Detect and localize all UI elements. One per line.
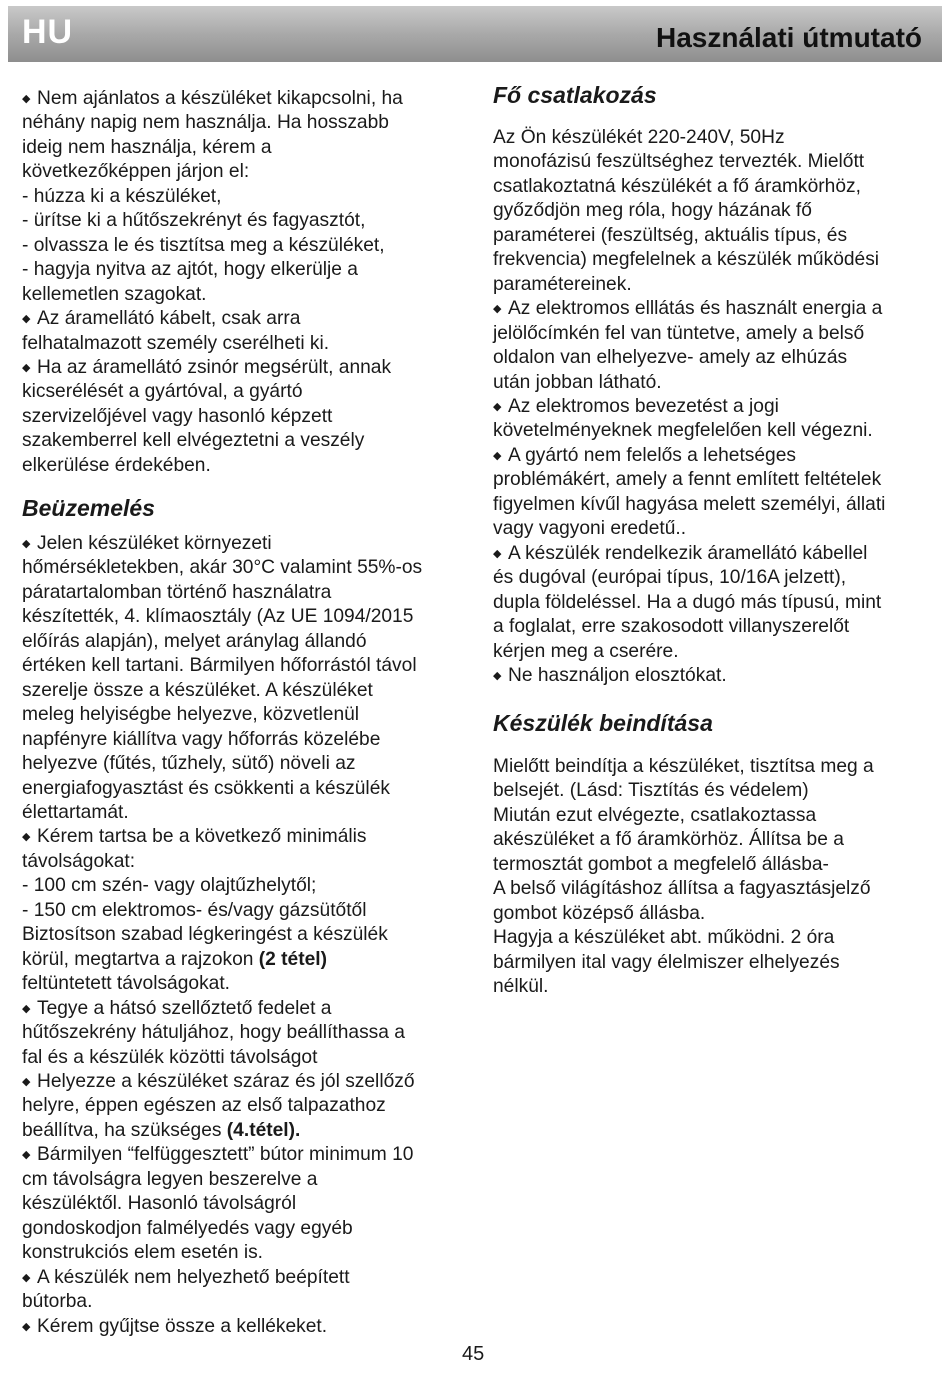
line-text: A gyártó nem felelős a lehetséges [508,444,796,466]
text-line [493,779,933,803]
line-text: vagy vagyoni eredetű.. [493,518,687,540]
page-number: 45 [462,1343,485,1365]
text-line [22,997,462,1021]
text-line [22,332,462,356]
diamond-bullet-icon: ◆ [22,1320,31,1333]
text-line [493,395,933,419]
line-text: figyelmen kívűl hagyása melett személyi, állati [493,493,886,515]
text-line [22,1192,462,1216]
diamond-bullet-icon: ◆ [493,303,502,316]
text-line [493,419,933,443]
line-text: ideig nem használja, kérem a [22,136,272,158]
text-line [22,1290,462,1314]
line-text: helyezve (fűtés, tűzhely, sütő) növeli az [22,753,356,775]
line-text: A készülék nem helyezhető beépített [37,1266,350,1288]
line-text: a foglalat, erre szakosodott villanyszerelőt [493,616,850,638]
diamond-bullet-icon: ◆ [22,1149,31,1162]
text-line [22,972,462,996]
left-column [22,87,462,478]
text-line [22,136,462,160]
section-title-keszulek-beinditasa: Készülék beindítása [493,710,713,736]
text-line [22,429,462,453]
diamond-bullet-icon: ◆ [22,831,31,844]
line-text: követelményeknek megfelelően kell végezni. [493,420,873,442]
text-line [22,801,462,825]
line-text: nélkül. [493,976,549,998]
line-text: Kérem tartsa be a következő minimális [37,826,367,848]
text-line [493,877,933,901]
line-text: paraméterei (feszültség, aktuális típus, és [493,224,848,246]
text-line [493,126,933,150]
line-text: Miután ezut elvégezte, csatlakoztassa [493,804,817,826]
line-text: körül, megtartva a rajzokon [22,948,259,970]
line-text: szakemberrel kell elvégeztetni a veszély [22,430,365,452]
text-line [22,752,462,776]
text-line [22,160,462,184]
line-text: Bármilyen “felfüggesztett” bútor minimum 10 [37,1144,414,1166]
line-text: távolságokat: [22,850,136,872]
text-line [22,703,462,727]
text-line [493,664,933,688]
diamond-bullet-icon: ◆ [493,400,502,413]
language-code: HU [22,13,74,51]
text-line [22,356,462,380]
line-text: hőmérsékletekben, akár 30°C valamint 55%-os [22,557,423,579]
diamond-bullet-icon: ◆ [22,313,31,326]
line-text: Helyezze a készüléket száraz és jól szellőző [37,1070,415,1092]
text-line [22,111,462,135]
line-text: és dugóval (európai típus, 10/16A jelzett), [493,567,847,589]
line-text: Mielőtt beindítja a készüléket, tisztítsa meg a [493,756,874,777]
text-line [493,640,933,664]
line-text: Az áramellátó kábelt, csak arra [37,308,301,330]
text-line [493,902,933,926]
keszulek-beinditasa-text [493,755,933,1000]
line-text: termosztát gombot a megfelelő állásba- [493,853,829,875]
line-text: problémákért, amely a fennt említett feltételek [493,469,882,491]
text-line [493,542,933,566]
diamond-bullet-icon: ◆ [22,1075,31,1088]
line-text: gondoskodjon falmélyedés vagy egyéb [22,1217,353,1239]
text-line [22,532,462,556]
text-line [22,605,462,629]
text-line [22,1315,462,1339]
section-title-beuzemeles: Beüzemelés [22,495,155,521]
line-text: szervizelőjével vagy hasonló képzett [22,405,333,427]
text-line [22,874,462,898]
line-text: napfényre kiállítva vagy hőforrás közelébe [22,728,381,750]
line-text: Jelen készüléket környezeti [37,533,272,554]
text-line [22,1217,462,1241]
text-line [22,1094,462,1118]
line-text: belsejét. (Lásd: Tisztítás és védelem) [493,780,809,802]
text-line [493,273,933,297]
text-line [22,1046,462,1070]
line-text: beállítva, ha szükséges [22,1119,227,1141]
line-text: gombot középső állásba. [493,902,706,924]
line-text: készítették, 4. klímaosztály (Az UE 1094/2015 [22,606,414,628]
fo-csatlakozas-text [493,126,933,688]
line-text: A készülék rendelkezik áramellátó kábellel [508,542,868,564]
line-text: Biztosítson szabad légkeringést a készülék [22,924,388,946]
line-text: - 150 cm elektromos- és/vagy gázsütőtől [22,899,367,921]
diamond-bullet-icon: ◆ [22,538,31,550]
text-line [22,380,462,404]
text-line [493,322,933,346]
text-line [493,224,933,248]
line-text: dupla földeléssel. Ha a dugó más típusú, mint [493,591,882,613]
line-text: készüléktől. Hasonló távolságról [22,1193,297,1215]
line-text: feltüntetett távolságokat. [22,973,230,995]
line-text: bútorba. [22,1291,93,1313]
line-text: Az Ön készülékét 220-240V, 50Hz [493,127,785,148]
text-line [22,654,462,678]
text-line [22,728,462,752]
line-text: - olvassza le és tisztítsa meg a készüléket, [22,234,385,256]
line-text: - 100 cm szén- vagy olajtűzhelytől; [22,875,317,897]
page-header [8,6,942,62]
diamond-bullet-icon: ◆ [22,1002,31,1015]
text-line [22,258,462,282]
text-line [22,581,462,605]
text-line [22,1168,462,1192]
text-line [493,493,933,517]
text-line [493,975,933,999]
line-text: hűtőszekrény hátuljához, hogy beállíthassa a [22,1022,405,1044]
line-text: Hagyja a készüléket abt. működni. 2 óra [493,927,835,949]
line-text: cm távolságra legyen beszerelve a [22,1168,318,1190]
line-text: meleg helyiségbe helyezve, közvetlenül [22,704,360,726]
text-line [22,850,462,874]
diamond-bullet-icon: ◆ [22,361,31,374]
text-line [22,87,462,111]
text-line [22,1241,462,1265]
line-text: csatlakoztatná készülékét a fő áramkörhöz, [493,175,861,197]
diamond-bullet-icon: ◆ [22,93,31,105]
diamond-bullet-icon: ◆ [493,449,502,462]
line-text: frekvencia) megfelelnek a készülék működési [493,249,880,271]
text-line [22,283,462,307]
text-line [22,234,462,258]
text-line [22,923,462,947]
text-line [493,804,933,828]
line-text: paramétereinek. [493,273,632,295]
line-text: értéken kell tartani. Bármilyen hőforrástól távol [22,655,417,677]
line-text: akészüléket a fő áramkörhöz. Állítsa be a [493,829,844,851]
line-text: A belső világításhoz állítsa a fagyasztásjelző [493,878,871,900]
line-text: Az elektromos elllátás és használt energia a [508,298,883,320]
text-line [22,899,462,923]
text-line [493,755,933,779]
text-line [493,150,933,174]
text-line [493,175,933,199]
line-text: monofázisú feszültséghez tervezték. Mielőtt [493,151,865,173]
line-text: következőképpen járjon el: [22,161,250,183]
text-line [493,951,933,975]
text-line [22,630,462,654]
beuzemeles-text [22,532,462,1339]
text-line [22,777,462,801]
text-line [22,1266,462,1290]
text-line [493,615,933,639]
text-line [22,1021,462,1045]
line-text: után jobban látható. [493,371,662,393]
line-text: helyre, éppen egészen az első talpazathoz [22,1095,386,1117]
text-line [493,926,933,950]
line-text: fal és a készülék közötti távolságot [22,1046,318,1068]
text-line [493,346,933,370]
line-bold-text: (4.tétel). [226,1119,301,1141]
line-text: páratartalomban történő használatra [22,581,332,603]
line-text: Ne használjon elosztókat. [508,664,727,686]
diamond-bullet-icon: ◆ [22,1271,31,1284]
section-title-fo-csatlakozas: Fő csatlakozás [493,82,657,108]
text-line [493,248,933,272]
text-line [22,209,462,233]
line-text: Ha az áramellátó zsinór megsérült, annak [37,356,392,378]
line-bold-text: (2 tétel) [258,948,327,970]
diamond-bullet-icon: ◆ [493,669,502,682]
line-text: oldalon van elhelyezve- amely az elhúzás [493,347,848,369]
line-text: néhány napig nem használja. Ha hosszabb [22,112,389,134]
line-text: - húzza ki a készüléket, [22,185,222,207]
line-text: kérjen meg a cserére. [493,640,679,662]
line-text: előírás alapján), melyet aránylag állandó [22,630,367,652]
line-text: kicserélését a gyártóval, a gyártó [22,381,303,403]
line-text: elkerülése érdekében. [22,454,211,476]
line-text: konstrukciós elem esetén is. [22,1242,264,1264]
text-line [22,825,462,849]
line-text: jelölőcímkén fel van tüntetve, amely a belső [493,322,865,344]
line-text: felhatalmazott személy cserélheti ki. [22,332,330,354]
text-line [22,307,462,331]
line-text: szerelje össze a készüléket. A készüléket [22,679,373,701]
line-text: győződjön meg róla, hogy házának fő [493,200,812,222]
diamond-bullet-icon: ◆ [493,547,502,560]
text-line [22,1119,462,1143]
text-line [493,371,933,395]
text-line [22,679,462,703]
line-text: Kérem gyűjtse össze a kellékeket. [37,1315,328,1337]
line-text: Nem ajánlatos a készüléket kikapcsolni, ha [37,88,403,109]
line-text: - hagyja nyitva az ajtót, hogy elkerülje a [22,259,358,281]
line-text: energiafogyasztást és csökkenti a készülék [22,777,390,799]
line-text: - ürítse ki a hűtőszekrényt és fagyasztót, [22,210,366,232]
line-text: Tegye a hátsó szellőztető fedelet a [37,997,332,1019]
text-line [22,556,462,580]
manual-title: Használati útmutató [655,22,922,53]
text-line [493,468,933,492]
text-line [493,566,933,590]
line-text: kellemetlen szagokat. [22,283,207,305]
text-line [493,444,933,468]
line-text: Az elektromos bevezetést a jogi [508,395,779,417]
text-line [22,948,462,972]
line-text: élettartamát. [22,801,129,823]
text-line [493,828,933,852]
text-line [22,454,462,478]
text-line [22,405,462,429]
text-line [22,1070,462,1094]
text-line [22,185,462,209]
text-line [493,517,933,541]
line-text: bármilyen ital vagy élelmiszer elhelyezés [493,951,840,973]
text-line [493,591,933,615]
intro-text [22,87,462,478]
text-line [22,1143,462,1167]
text-line [493,853,933,877]
text-line [493,199,933,223]
text-line [493,297,933,321]
